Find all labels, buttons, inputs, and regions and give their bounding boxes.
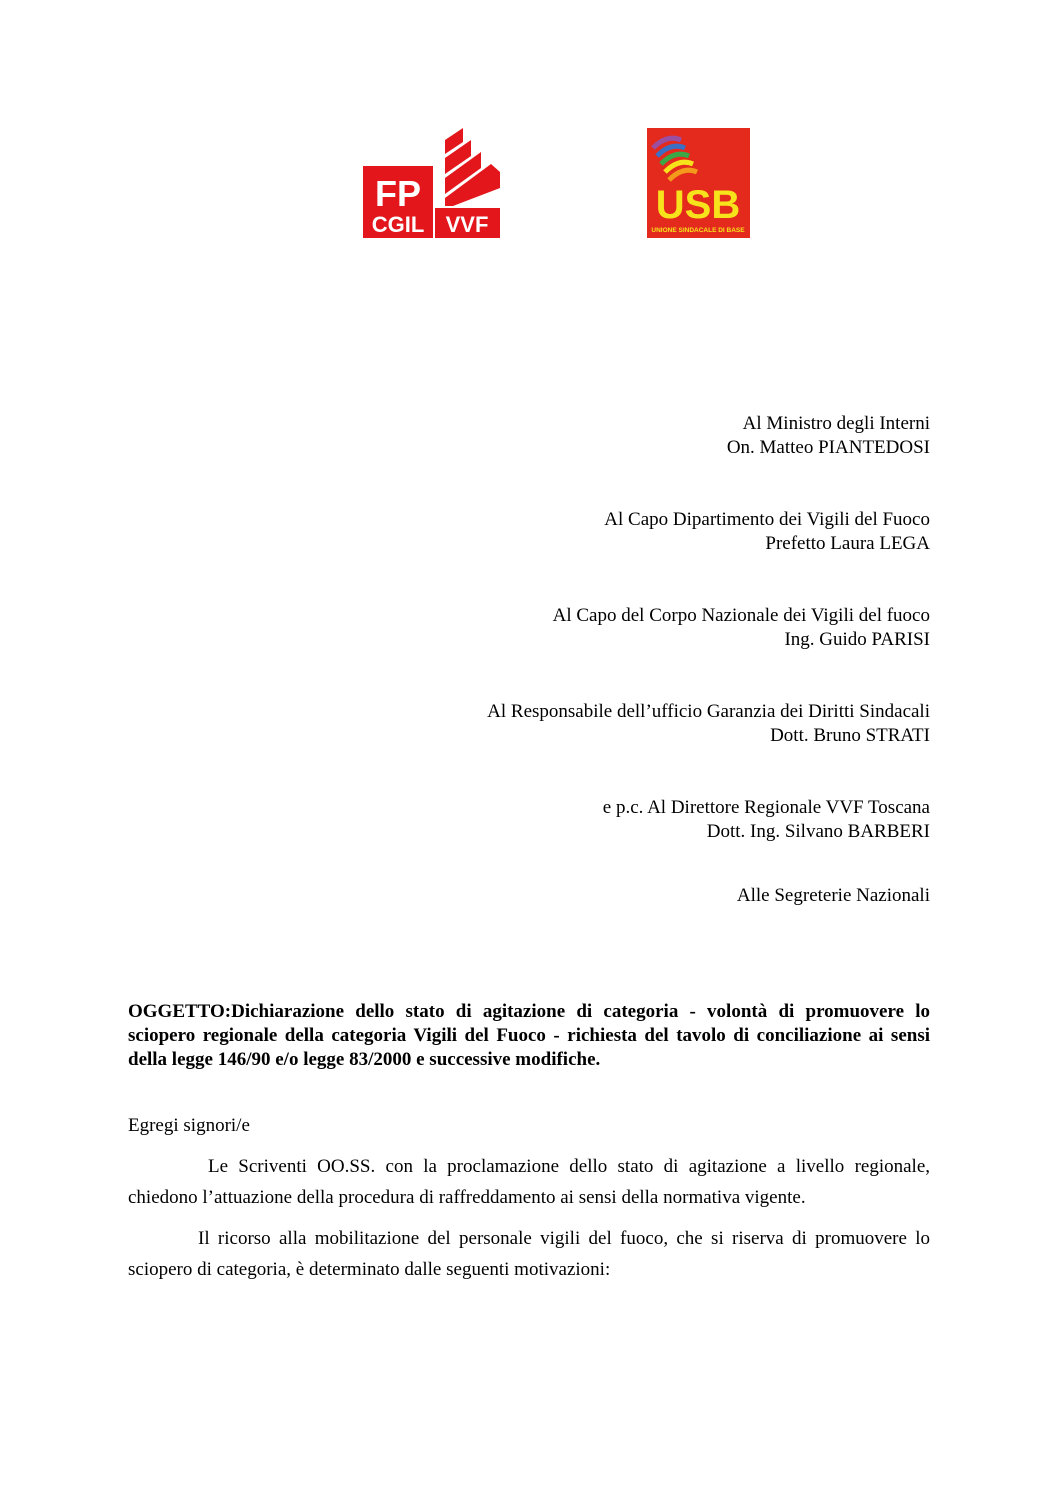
recipient-4 <box>330 700 930 748</box>
paragraph-1: Le Scriventi OO.SS. con la proclamazione dello stato di agitazione a livello regionale, chiedono l’attuazione della procedura di raffreddamento ai sensi della normativa vigente. <box>128 1155 930 1208</box>
logo-fp-text: FP <box>374 173 422 214</box>
logo-usb-subtext: UNIONE SINDACALE DI BASE <box>651 227 745 234</box>
subject-heading: OGGETTO:Dichiarazione dello stato di agitazione di categoria - volontà di promuovere lo sciopero regionale della categoria Vigili del Fuoco - richiesta del tavolo di conciliazione ai sensi della legge 146/90 e/o legge 83/2000 e successive modifiche. <box>128 1001 930 1070</box>
logo-vvf-text: VVF <box>445 212 489 237</box>
recipient-1-name: On. Matteo PIANTEDOSI <box>726 437 930 458</box>
recipient-4-title: Al Responsabile dell’ufficio Garanzia dei Diritti Sindacali <box>487 701 930 722</box>
greeting: Egregi signori/e <box>128 1115 250 1136</box>
recipient-5-title: e p.c. Al Direttore Regionale VVF Toscana <box>602 797 930 818</box>
recipient-6 <box>330 884 930 908</box>
recipient-5-name: Dott. Ing. Silvano BARBERI <box>706 821 930 842</box>
fp-cgil-vvf-logo <box>363 128 500 238</box>
recipient-2-title: Al Capo Dipartimento dei Vigili del Fuoco <box>604 509 930 530</box>
logo-usb-text: USB <box>655 183 741 227</box>
paragraph-2: Il ricorso alla mobilitazione del personale vigili del fuoco, che si riserva di promuovere lo sciopero di categoria, è determinato dalle seguenti motivazioni: <box>128 1227 930 1280</box>
recipient-5 <box>330 796 930 844</box>
letter-body <box>128 1110 930 1286</box>
usb-logo <box>647 128 750 238</box>
recipients-block <box>330 412 930 908</box>
recipient-2-name: Prefetto Laura LEGA <box>765 533 930 554</box>
recipient-6-title: Alle Segreterie Nazionali <box>736 885 930 906</box>
recipient-1-title: Al Ministro degli Interni <box>742 413 930 434</box>
recipient-4-name: Dott. Bruno STRATI <box>770 725 930 746</box>
recipient-1 <box>330 412 930 460</box>
logo-cgil-text: CGIL <box>371 212 425 237</box>
recipient-3-name: Ing. Guido PARISI <box>784 629 930 650</box>
recipient-3 <box>330 604 930 652</box>
recipient-3-title: Al Capo del Corpo Nazionale dei Vigili del fuoco <box>552 605 930 626</box>
recipient-2 <box>330 508 930 556</box>
